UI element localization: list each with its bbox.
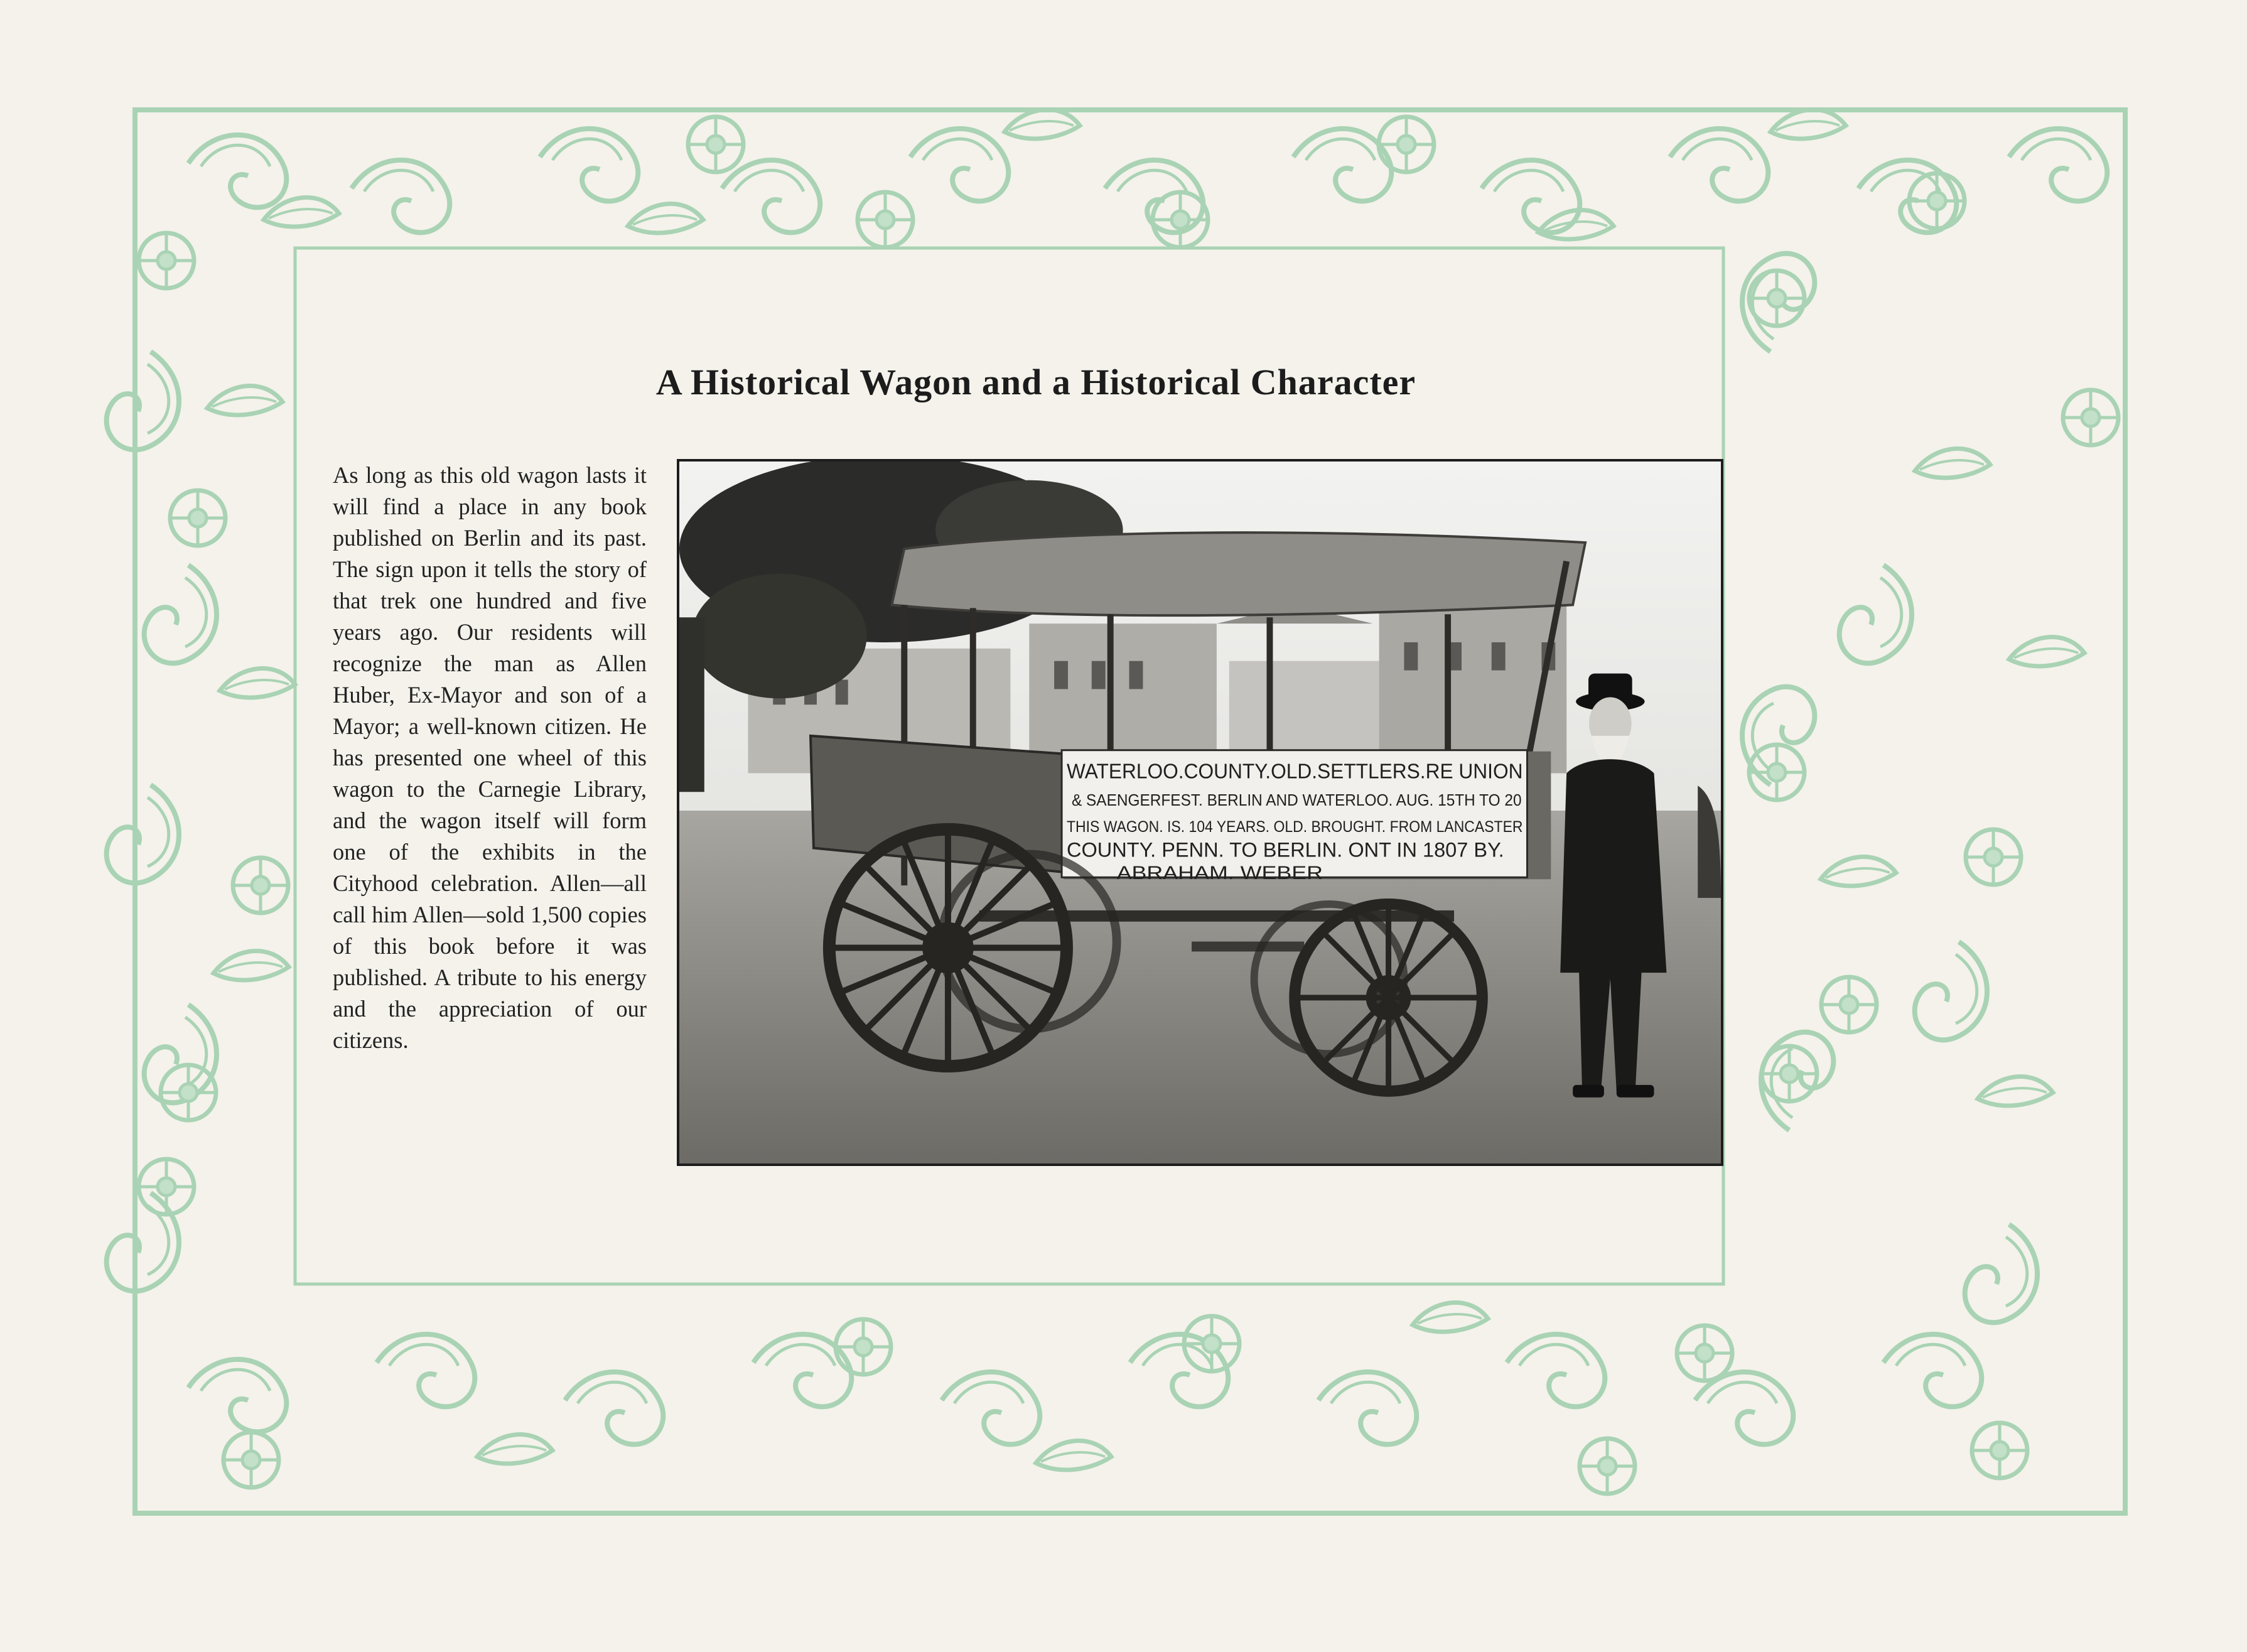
sign-line-4: COUNTY. PENN. TO BERLIN. ONT IN 1807 BY. [1067, 838, 1504, 861]
sign-line-2: & SAENGERFEST. BERLIN AND WATERLOO. AUG. 15TH TO 20 [1071, 792, 1522, 810]
page-title: A Historical Wagon and a Historical Character [655, 362, 1416, 402]
body-paragraph: As long as this old wagon lasts it will find a place in any book published on Berlin and its past. The sign upon it tells the story of that trek one hundred and five years ago. Our residents will recognize the man as Allen Huber, Ex-Mayor and son of a Mayor; a well-known citizen. He has presented one wheel of this wagon to the Carnegie Library, and the wagon itself will form one of the exhibits in the Cityhood celebration. Allen—all call him Allen—sold 1,500 copies of this book before it was published. A tribute to his energy and the appreciation of our citizens. [333, 462, 647, 1053]
sign-line-3: THIS WAGON. IS. 104 YEARS. OLD. BROUGHT. FROM LANCASTER [1067, 818, 1523, 836]
photo-scene [679, 462, 1721, 1163]
sign-line-5: ABRAHAM. WEBER [1116, 863, 1323, 884]
wagon-photograph [677, 459, 1723, 1166]
sign-line-1: WATERLOO.COUNTY.OLD.SETTLERS.RE UNION [1067, 759, 1523, 784]
